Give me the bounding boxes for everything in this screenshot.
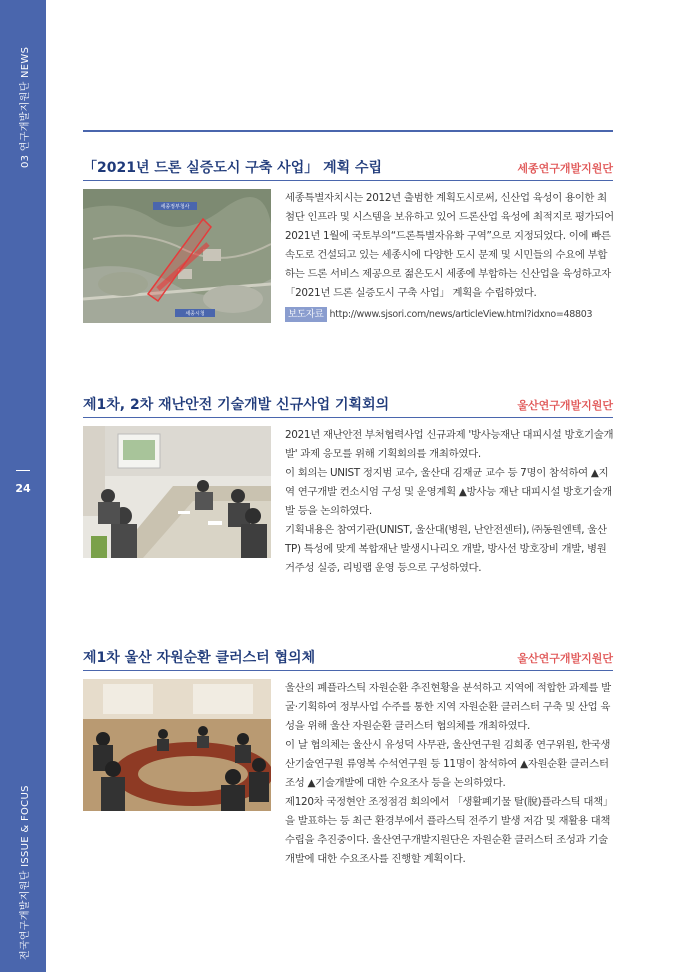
page-number-divider xyxy=(16,470,30,471)
article-title: 제1차, 2차 재난안전 기술개발 신규사업 기획회의 xyxy=(83,397,390,413)
source-row xyxy=(285,305,615,324)
article-paragraph: 이 회의는 UNIST 정지범 교수, 울산대 김재균 교수 등 7명이 참석하여 ▲지역 연구개발 컨소시엄 구성 및 운영계획 ▲방사능 재난 대피시설 방호기술개발 등을 논의하였다. xyxy=(285,467,612,517)
drone-map-image xyxy=(83,189,271,323)
article-org: 울산연구개발지원단 xyxy=(517,399,613,412)
source-link[interactable]: http://www.sjsori.com/news/articleView.html?idxno=48803 xyxy=(329,309,593,320)
article-paragraph: 제120차 국정현안 조정점검 회의에서 「생활폐기물 탈(脫)플라스틱 대책」을 발표하는 등 최근 환경부에서 플라스틱 전주기 발생 저감 및 재활용 대책수립을 추진중이다. 울산연구개발지원단은 자원순환 클러스터 조성과 기술개발에 대한 수요조사를 진행할 계획이다. xyxy=(285,796,613,865)
sidebar xyxy=(0,0,46,972)
map-label-top: 세종정부청사 xyxy=(160,204,190,210)
map-label-bottom: 세종시청 xyxy=(185,311,205,317)
article-org: 세종연구개발지원단 xyxy=(517,162,613,175)
article-paragraph: 이 날 협의체는 울산시 유성덕 사무관, 울산연구원 김희종 연구위원, 한국생산기술연구원 류영복 수석연구원 등 11명이 참석하여 ▲자원순환 클러스터 조성 ▲기술개발에 대한 수요조사 등을 논의하였다. xyxy=(285,739,611,789)
meeting-photo xyxy=(83,426,271,558)
source-tag: 보도자료 xyxy=(285,307,327,322)
article-text xyxy=(285,426,615,578)
article-paragraph: 2021년 재난안전 부처협력사업 신규과제 '방사능재난 대피시설 방호기술개발' 과제 응모를 위해 기획회의를 개최하였다. xyxy=(285,429,614,460)
article-header xyxy=(83,158,613,181)
article-paragraph: 세종특별자치시는 2012년 출범한 계획도시로써, 신산업 육성이 용이한 최첨단 인프라 및 시스템을 보유하고 있어 드론산업 육성에 최적지로 평가되어 2021년 1월에 국토부의“드론특별자유화 구역”으로 지정되었다. 이에 빠른 속도로 건설되고 있는 세종시에 다양한 도시 문제 및 시민들의 수요에 부합하는 드론 서비스 제공으로 젊은도시 세종에 부합하는 신산업을 육성하고자 「2021년 드론 실증도시 구축 사업」 계획을 수립하였다. xyxy=(285,192,614,299)
article-text xyxy=(285,189,615,324)
council-photo xyxy=(83,679,271,811)
article-title: 제1차 울산 자원순환 클러스터 협의체 xyxy=(83,650,316,666)
sidebar-section-label: 03 연구개발지원단 NEWS xyxy=(20,46,31,168)
article-header xyxy=(83,395,613,418)
article-header xyxy=(83,648,613,671)
page-number-text: 24 xyxy=(15,482,31,495)
article-disaster xyxy=(83,395,614,574)
article-recycling xyxy=(83,648,613,865)
article-text xyxy=(285,679,615,869)
sidebar-publication-label: 전국연구개발지원단 ISSUE & FOCUS xyxy=(20,785,31,960)
article-paragraph: 울산의 폐플라스틱 자원순환 추진현황을 분석하고 지역에 적합한 과제를 발굴·기획하여 정부사업 수주를 통한 지역 자원순환 클러스터 구축 및 산업 육성을 위해 울산 자원순환 클러스터 협의체를 개최하였다. xyxy=(285,682,611,732)
article-org: 울산연구개발지원단 xyxy=(517,652,613,665)
article-title: 「2021년 드론 실증도시 구축 사업」 계획 수립 xyxy=(83,160,383,176)
article-paragraph: 기획내용은 참여기관(UNIST, 울산대(병원, 난안전센터), ㈜동원엔텍, 울산TP) 특성에 맞게 복합재난 발생시나리오 개발, 방사선 방호장비 개발, 병원 거주성 실증, 리빙랩 운영 등으로 구성하였다. xyxy=(285,524,607,574)
header-rule xyxy=(83,130,613,132)
article-drone xyxy=(83,158,614,320)
page-number xyxy=(0,470,46,496)
